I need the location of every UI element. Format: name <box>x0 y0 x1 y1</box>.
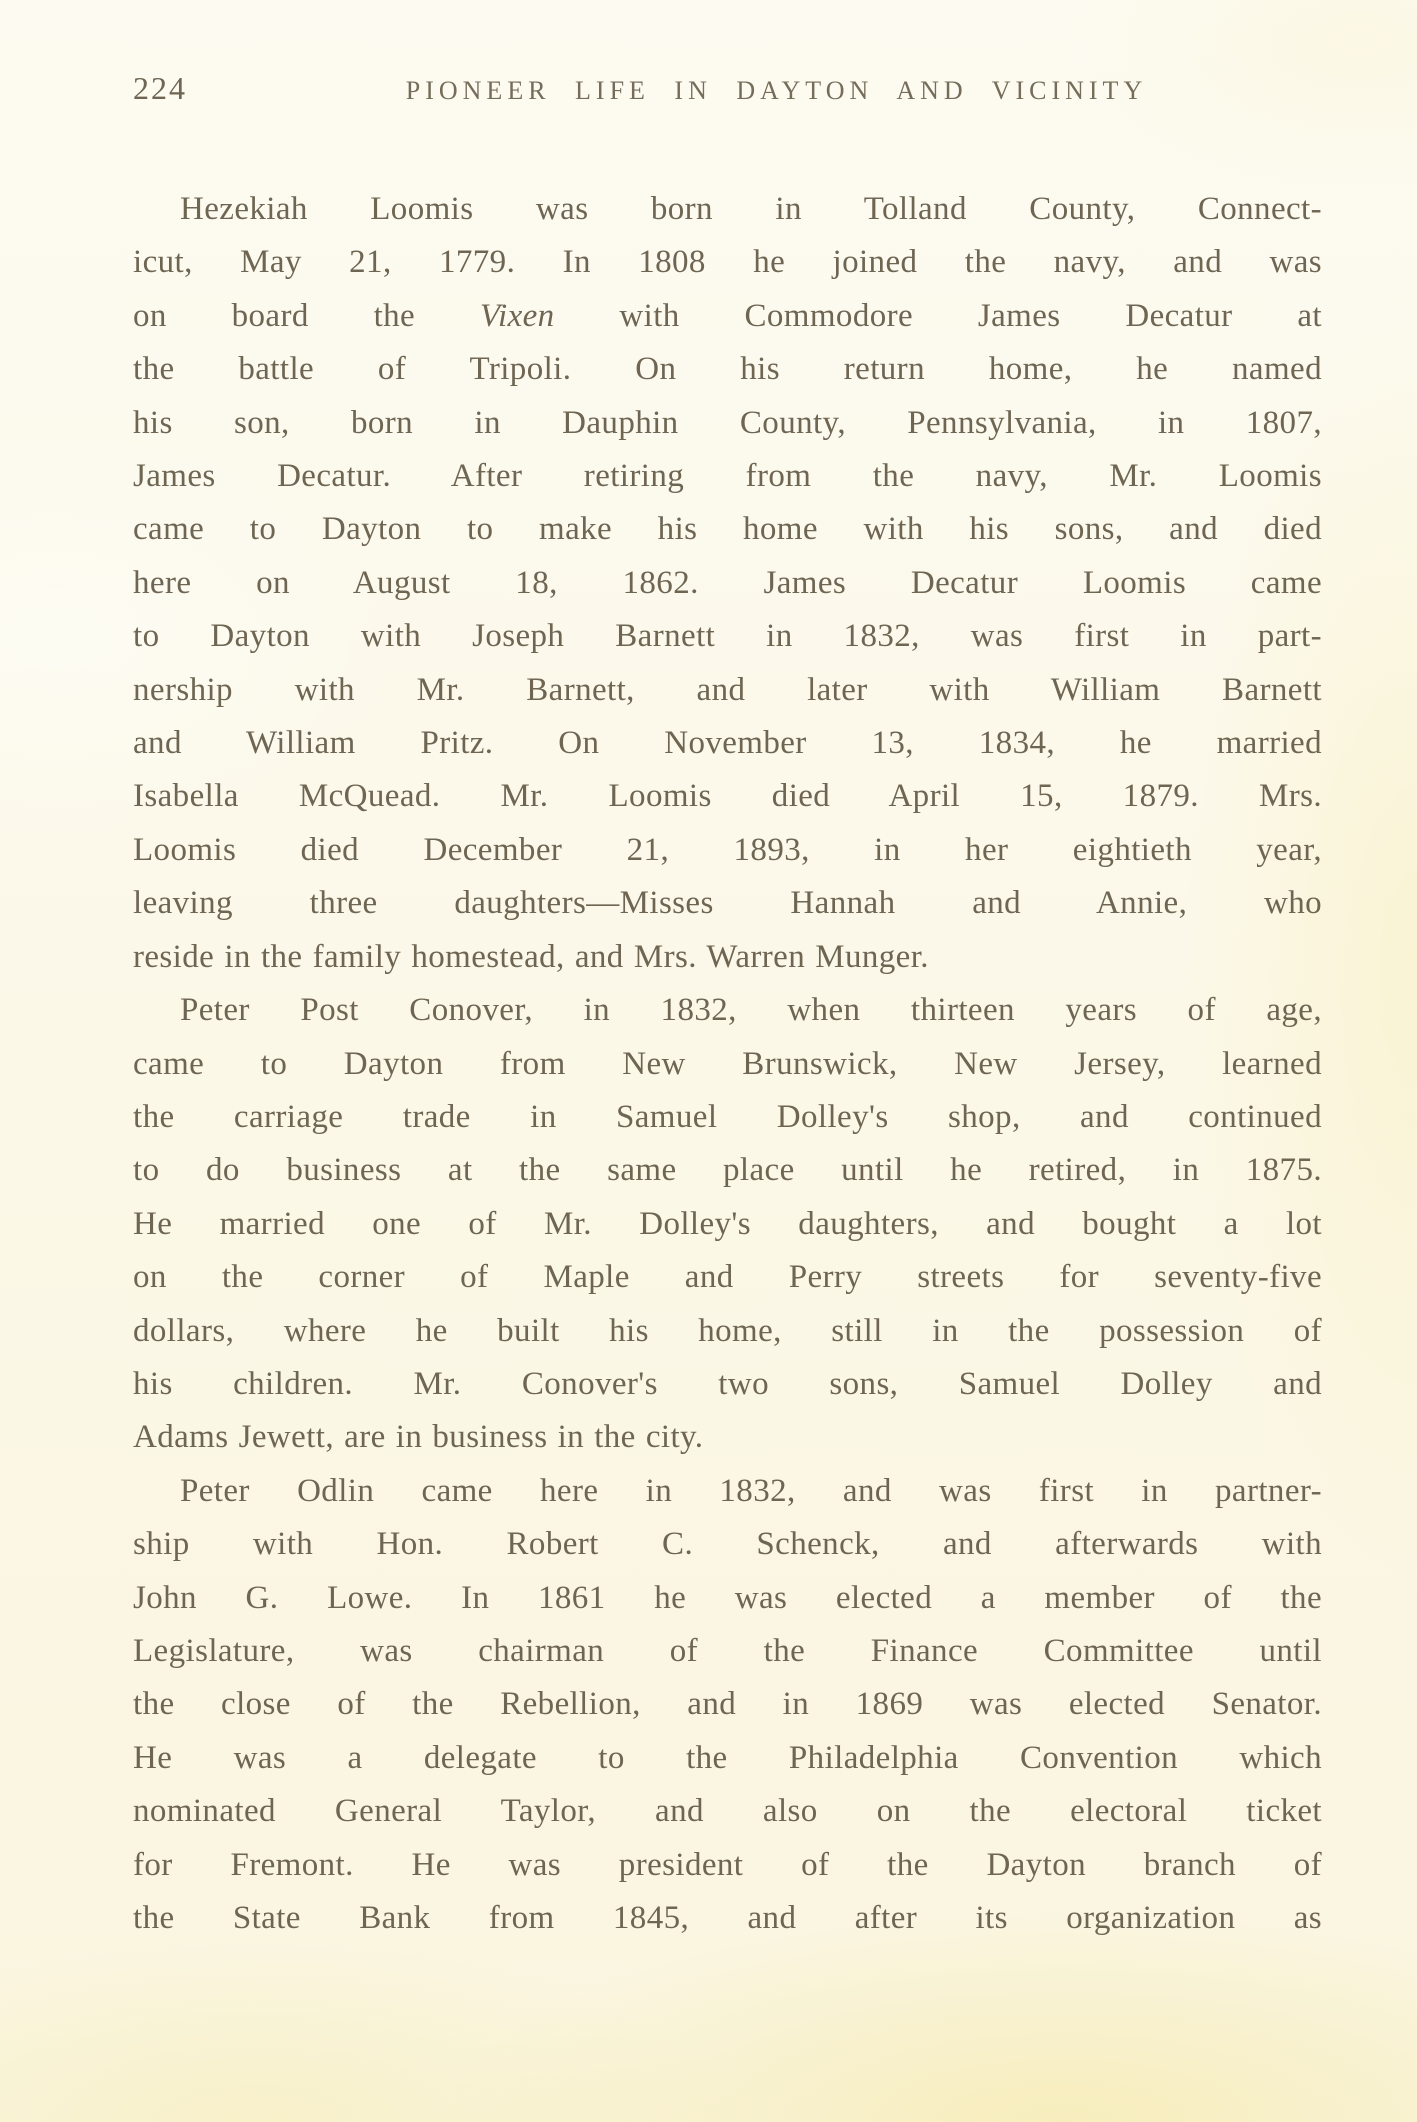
text-block <box>133 183 1322 1945</box>
paragraph <box>133 1465 1322 1946</box>
text-line: dollars, where he built his home, still in the possession of <box>133 1312 1322 1349</box>
text-line: his son, born in Dauphin County, Pennsylvania, in 1807, <box>133 404 1322 441</box>
text-line: to do business at the same place until he retired, in 1875. <box>133 1152 1322 1189</box>
text-line: for Fremont. He was president of the Dayton branch of <box>133 1846 1322 1883</box>
text-line: the close of the Rebellion, and in 1869 was elected Senator. <box>133 1686 1322 1723</box>
text-line: He married one of Mr. Dolley's daughters, and bought a lot <box>133 1205 1322 1242</box>
text-line: John G. Lowe. In 1861 he was elected a member of the <box>133 1579 1322 1616</box>
text-line: icut, May 21, 1779. In 1808 he joined the navy, and was <box>133 244 1322 281</box>
text-line: ship with Hon. Robert C. Schenck, and afterwards with <box>133 1526 1322 1563</box>
page-header <box>133 70 1322 107</box>
text-line: his children. Mr. Conover's two sons, Samuel Dolley and <box>133 1365 1322 1402</box>
text-line: Legislature, was chairman of the Finance Committee until <box>133 1632 1322 1669</box>
text-line: Loomis died December 21, 1893, in her eightieth year, <box>133 831 1322 868</box>
text-line: Adams Jewett, are in business in the city. <box>133 1419 704 1456</box>
text-line: James Decatur. After retiring from the navy, Mr. Loomis <box>133 458 1322 495</box>
text-line: Isabella McQuead. Mr. Loomis died April 15, 1879. Mrs. <box>133 778 1322 815</box>
text-line: nominated General Taylor, and also on the electoral ticket <box>133 1793 1322 1830</box>
text-line: Hezekiah Loomis was born in Tolland County, Connect- <box>180 191 1322 227</box>
text-line: leaving three daughters—Misses Hannah and Annie, who <box>133 885 1322 922</box>
page-number: 224 <box>133 70 187 106</box>
paragraph <box>133 183 1322 984</box>
text-line: Peter Odlin came here in 1832, and was first in partner- <box>180 1472 1322 1509</box>
text-line: came to Dayton from New Brunswick, New Jersey, learned <box>133 1045 1322 1082</box>
text-line: the carriage trade in Samuel Dolley's shop, and continued <box>133 1098 1322 1135</box>
text-line: here on August 18, 1862. James Decatur Loomis came <box>133 564 1322 601</box>
text-line: reside in the family homestead, and Mrs. Warren Munger. <box>133 938 929 975</box>
paragraph <box>133 984 1322 1465</box>
text-line: came to Dayton to make his home with his sons, and died <box>133 511 1322 548</box>
text-line: the State Bank from 1845, and after its organization as <box>133 1900 1322 1936</box>
running-title: PIONEER LIFE IN DAYTON AND VICINITY <box>405 76 1148 105</box>
text-line: to Dayton with Joseph Barnett in 1832, was first in part- <box>133 618 1322 655</box>
text-line: and William Pritz. On November 13, 1834, he married <box>133 725 1322 762</box>
text-line: nership with Mr. Barnett, and later with William Barnett <box>133 671 1322 708</box>
text-line: on board the Vixen with Commodore James Decatur at <box>133 297 1322 334</box>
text-line: the battle of Tripoli. On his return home, he named <box>133 351 1322 388</box>
text-line: He was a delegate to the Philadelphia Convention which <box>133 1739 1322 1776</box>
italic-text: Vixen <box>479 297 555 334</box>
text-line: on the corner of Maple and Perry streets for seventy-five <box>133 1259 1322 1296</box>
text-line: Peter Post Conover, in 1832, when thirteen years of age, <box>180 992 1322 1029</box>
